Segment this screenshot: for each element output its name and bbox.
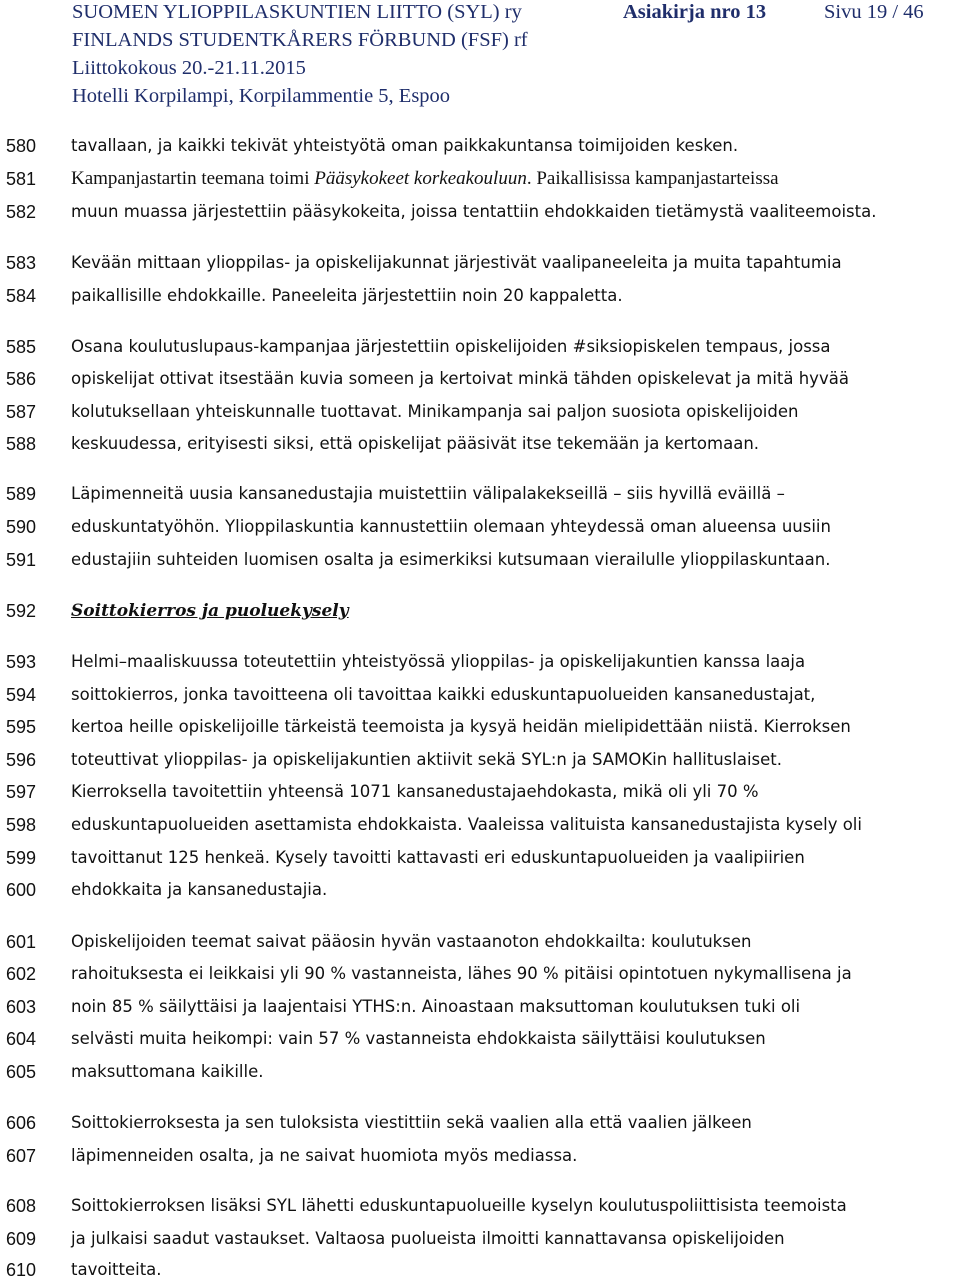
line-number: 605: [6, 1062, 37, 1082]
line-number: 599: [6, 848, 37, 868]
line-number: 585: [6, 337, 37, 357]
line-number: 588: [6, 434, 37, 454]
line-number: 596: [6, 750, 37, 770]
line-number: 583: [6, 253, 37, 273]
line-number: 598: [6, 815, 37, 835]
line-number: 586: [6, 369, 37, 389]
text-line: ja julkaisi saadut vastaukset. Valtaosa puolueista ilmoitti kannattavansa opiskelijoiden: [71, 1229, 785, 1248]
organization-name-swedish: FINLANDS STUDENTKÅRERS FÖRBUND (FSF) rf: [72, 29, 528, 51]
text-line: kolutuksellaan yhteiskunnalle tuottavat. Minikampanja sai paljon suosiota opiskelijoiden: [71, 402, 799, 421]
section-heading: Soittokierros ja puoluekysely: [71, 601, 349, 621]
line-number: 607: [6, 1146, 37, 1166]
text-line: toteuttivat ylioppilas- ja opiskelijakuntien aktiivit sekä SYL:n ja SAMOKin hallituslaiset.: [71, 750, 783, 769]
line-number: 602: [6, 964, 37, 984]
line-number: 593: [6, 652, 37, 672]
line-number: 589: [6, 484, 37, 504]
text-line: tavoittanut 125 henkeä. Kysely tavoitti kattavasti eri eduskuntapuolueiden ja vaalipiirien: [71, 848, 805, 867]
meeting-title: Liittokokous 20.-21.11.2015: [72, 57, 306, 79]
text-line: Helmi–maaliskuussa toteutettiin yhteistyössä ylioppilas- ja opiskelijakuntien kanssa laaja: [71, 652, 806, 671]
text-line: tavallaan, ja kaikki tekivät yhteistyötä oman paikkakuntansa toimijoiden kesken.: [71, 136, 739, 155]
text-fragment: Kampanjastartin teemana toimi: [71, 168, 315, 189]
document-number: Asiakirja nro 13: [623, 1, 767, 23]
text-line: paikallisille ehdokkaille. Paneeleita järjestettiin noin 20 kappaletta.: [71, 286, 623, 305]
text-line: [71, 168, 779, 190]
line-number: 580: [6, 136, 37, 156]
line-number: 582: [6, 202, 37, 222]
text-line: ehdokkaita ja kansanedustajia.: [71, 880, 328, 899]
organization-name-finnish: SUOMEN YLIOPPILASKUNTIEN LIITTO (SYL) ry: [72, 1, 522, 23]
line-number: 610: [6, 1260, 37, 1280]
line-number: 609: [6, 1229, 37, 1249]
text-line: Soittokierroksesta ja sen tuloksista viestittiin sekä vaalien alla että vaalien jälkeen: [71, 1113, 752, 1132]
text-line: selvästi muita heikompi: vain 57 % vastanneista ehdokkaista säilyttäisi koulutuksen: [71, 1029, 766, 1048]
campaign-theme-title: Pääsykokeet korkeakouluun: [314, 168, 527, 189]
line-number: 592: [6, 601, 37, 621]
line-number: 601: [6, 932, 37, 952]
text-line: kertoa heille opiskelijoille tärkeistä teemoista ja kysyä heidän mielipidettään niistä. Kierroksen: [71, 717, 851, 736]
line-number: 597: [6, 782, 37, 802]
text-line: rahoituksesta ei leikkaisi yli 90 % vastanneista, lähes 90 % pitäisi opintotuen nykymallisena ja: [71, 964, 852, 983]
text-line: opiskelijat ottivat itsestään kuvia someen ja kertoivat minkä tähden opiskelevat ja mitä hyvää: [71, 369, 849, 388]
line-number: 594: [6, 685, 37, 705]
page-number: Sivu 19 / 46: [824, 1, 924, 23]
line-number: 604: [6, 1029, 37, 1049]
line-number: 590: [6, 517, 37, 537]
line-number: 595: [6, 717, 37, 737]
text-line: Opiskelijoiden teemat saivat pääosin hyvän vastaanoton ehdokkailta: koulutuksen: [71, 932, 752, 951]
text-line: Soittokierroksen lisäksi SYL lähetti eduskuntapuolueille kyselyn koulutuspoliittisista teemoista: [71, 1196, 847, 1215]
text-line: Läpimenneitä uusia kansanedustajia muistettiin välipalakekseillä – siis hyvillä eväillä –: [71, 484, 785, 503]
text-line: soittokierros, jonka tavoitteena oli tavoittaa kaikki eduskuntapuolueiden kansanedustajat,: [71, 685, 816, 704]
line-number: 606: [6, 1113, 37, 1133]
meeting-venue: Hotelli Korpilampi, Korpilammentie 5, Espoo: [72, 85, 451, 107]
line-number: 591: [6, 550, 37, 570]
text-line: Kierroksella tavoitettiin yhteensä 1071 kansanedustajaehdokasta, mikä oli yli 70 %: [71, 782, 759, 801]
line-number: 600: [6, 880, 37, 900]
line-number: 584: [6, 286, 37, 306]
line-number: 587: [6, 402, 37, 422]
text-fragment: . Paikallisissa kampanjastarteissa: [526, 168, 779, 189]
text-line: eduskuntatyöhön. Ylioppilaskuntia kannustettiin olemaan yhteydessä oman alueensa uusiin: [71, 517, 831, 536]
text-line: tavoitteita.: [71, 1260, 162, 1279]
line-number: 581: [6, 169, 37, 189]
text-line: keskuudessa, erityisesti siksi, että opiskelijat pääsivät itse tekemään ja kertomaan.: [71, 434, 760, 453]
text-line: noin 85 % säilyttäisi ja laajentaisi YTHS:n. Ainoastaan maksuttoman koulutuksen tuki oli: [71, 997, 801, 1016]
text-line: läpimenneiden osalta, ja ne saivat huomiota myös mediassa.: [71, 1146, 578, 1165]
line-number: 603: [6, 997, 37, 1017]
text-line: Osana koulutuslupaus-kampanjaa järjestettiin opiskelijoiden #siksiopiskelen tempaus, jossa: [71, 337, 831, 356]
line-number: 608: [6, 1196, 37, 1216]
text-line: eduskuntapuolueiden asettamista ehdokkaista. Vaaleissa valituista kansanedustajista kysely oli: [71, 815, 862, 834]
text-line: maksuttomana kaikille.: [71, 1062, 264, 1081]
text-line: muun muassa järjestettiin pääsykokeita, joissa tentattiin ehdokkaiden tietämystä vaaliteemoista.: [71, 202, 877, 221]
text-line: edustajiin suhteiden luomisen osalta ja esimerkiksi kutsumaan vierailulle ylioppilaskuntaan.: [71, 550, 831, 569]
text-line: Kevään mittaan ylioppilas- ja opiskelijakunnat järjestivät vaalipaneeleita ja muita tapahtumia: [71, 253, 842, 272]
